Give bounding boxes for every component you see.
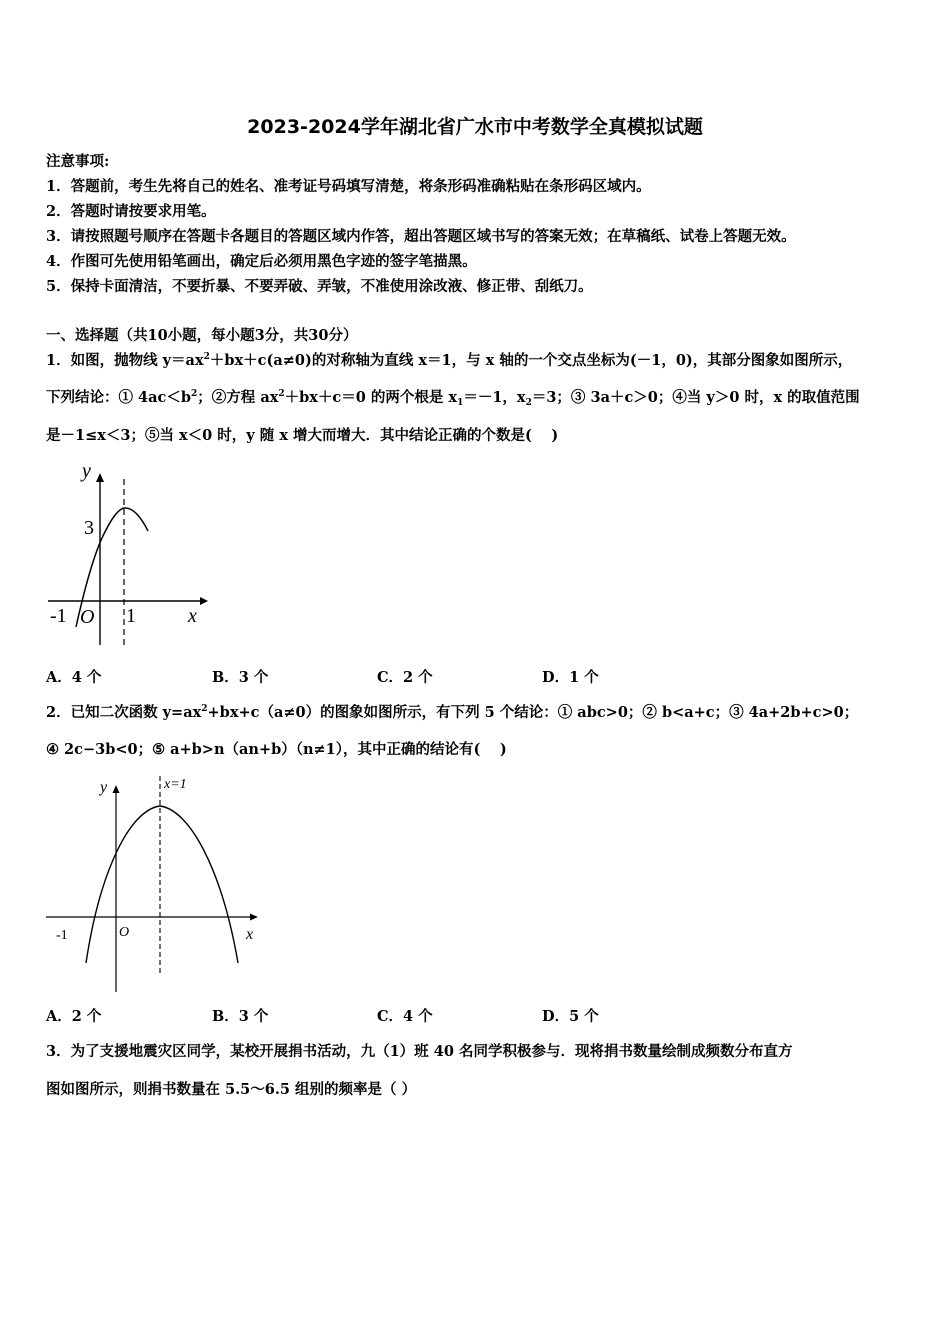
question-1-options: [46, 668, 746, 688]
question-1-line-2: [46, 388, 916, 408]
q2-option-b[interactable]: B．3 个: [212, 1008, 269, 1025]
q2-x-axis-arrow: [250, 914, 258, 921]
note-item-4: 4．作图可先使用铅笔画出，确定后必须用黑色字迹的签字笔描黑。: [46, 253, 477, 270]
q1-x-label: x: [188, 605, 197, 627]
q2-sup: 2: [201, 704, 208, 714]
question-2-line-1: [46, 703, 916, 723]
q1-sub: 2: [525, 398, 532, 408]
question-3-line-1: 3．为了支援地震灾区同学，某校开展捐书活动，九（1）班 40 名同学积极参与．现将捐书数量绘制成频数分布直方: [46, 1043, 793, 1060]
q1-y-axis-arrow: [96, 473, 104, 482]
q1-text: 1．如图，抛物线 y＝ax: [46, 352, 204, 369]
note-item-5: 5．保持卡面清洁，不要折暴、不要弄破、弄皱，不准使用涂改液、修正带、刮纸刀。: [46, 278, 593, 295]
question-2-line-2: ④ 2c−3b<0；⑤ a+b>n（an+b）（n≠1），其中正确的结论有( ): [46, 741, 507, 758]
q1-parabola-graph: [40, 455, 220, 655]
question-1-line-1: [46, 351, 916, 371]
q2-x-tick-neg1: -1: [56, 928, 68, 943]
q1-sup: 2: [278, 389, 285, 399]
note-item-3: 3．请按照题号顺序在答题卡各题目的答题区域内作答，超出答题区域书写的答案无效；在草稿纸、试卷上答题无效。: [46, 228, 796, 245]
q1-y-tick-3: 3: [84, 517, 94, 539]
q1-sup: 2: [191, 389, 198, 399]
q2-text: +bx+c（a≠0）的图象如图所示，有下列 5 个结论：① abc>0；② b<a+c；③ 4a+2b+c>0；: [207, 704, 859, 721]
q2-option-d[interactable]: D．5 个: [542, 1008, 599, 1025]
q2-y-label: y: [100, 779, 108, 796]
question-1-line-3: 是－1≤x＜3；⑤当 x＜0 时，y 随 x 增大而增大．其中结论正确的个数是( ): [46, 427, 559, 444]
q2-x-label: x: [246, 926, 254, 943]
q1-option-a[interactable]: A．4 个: [46, 669, 102, 686]
q2-axis-label: x=1: [164, 777, 187, 792]
question-3-line-2: 图如图所示，则捐书数量在 5.5～6.5 组别的频率是（ ）: [46, 1081, 417, 1098]
q1-option-d[interactable]: D．1 个: [542, 669, 599, 686]
q2-text: 2．已知二次函数 y=ax: [46, 704, 202, 721]
q2-y-axis-arrow: [113, 785, 120, 793]
q1-origin-label: O: [80, 606, 95, 628]
q1-sub: 1: [457, 398, 464, 408]
notes-header: 注意事项:: [46, 153, 110, 170]
note-item-2: 2．答题时请按要求用笔。: [46, 203, 216, 220]
q2-option-a[interactable]: A．2 个: [46, 1008, 102, 1025]
q1-text: ＋bx＋c(a≠0)的对称轴为直线 x＝1，与 x 轴的一个交点坐标为(－1，0)，其部分图象如图所示，: [209, 352, 853, 369]
q1-option-c[interactable]: C．2 个: [377, 669, 433, 686]
note-item-1: 1．答题前，考生先将自己的姓名、准考证号码填写清楚，将条形码准确粘贴在条形码区域内。: [46, 178, 651, 195]
q2-parabola-graph: [40, 770, 270, 995]
q1-sup: 2: [203, 352, 210, 362]
section-header: 一、选择题（共10小题，每小题3分，共30分）: [46, 327, 358, 344]
q1-x-axis-arrow: [200, 597, 208, 605]
q1-x-tick-1: 1: [126, 605, 136, 627]
q1-text: ；②方程 ax: [197, 389, 279, 406]
q2-parabola-curve: [86, 806, 238, 963]
q1-text: ＋bx＋c＝0 的两个根是 x: [284, 389, 458, 406]
page-title: 2023-2024学年湖北省广水市中考数学全真模拟试题: [247, 116, 703, 138]
q1-x-tick-neg1: -1: [50, 605, 67, 627]
question-2-options: [46, 1007, 746, 1027]
q1-text: ＝3；③ 3a＋c＞0；④当 y＞0 时，x 的取值范围: [531, 389, 860, 406]
q1-option-b[interactable]: B．3 个: [212, 669, 269, 686]
q1-text: ＝－1，x: [463, 389, 526, 406]
q2-option-c[interactable]: C．4 个: [377, 1008, 433, 1025]
q2-origin-label: O: [119, 925, 130, 940]
q1-text: 下列结论：① 4ac＜b: [46, 389, 191, 406]
q1-y-label: y: [82, 460, 91, 482]
